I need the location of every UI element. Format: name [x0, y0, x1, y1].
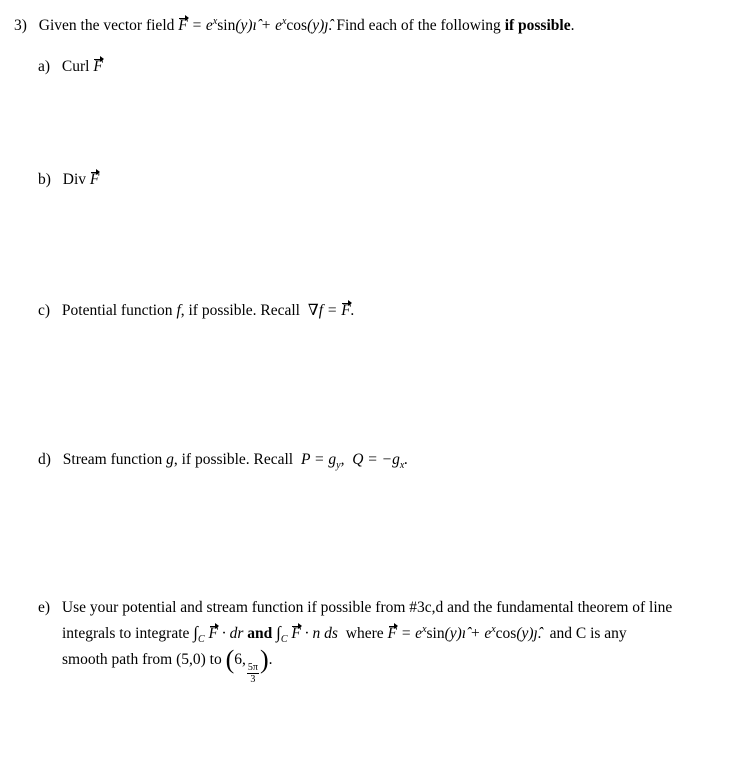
line-integral-1: $\int_C$ F · dr: [193, 623, 244, 646]
part-c-recall: ∇f = F.: [307, 302, 355, 319]
vector-F-symbol: F: [93, 58, 103, 75]
intro-end: .: [570, 17, 575, 34]
part-e-line3-prefix: smooth path from (5,0) to: [62, 651, 222, 668]
part-c-var: f: [176, 302, 181, 319]
vector-F-symbol: F: [178, 17, 188, 34]
line-integral-2: $\int_C$ F · n ds: [276, 623, 338, 646]
part-d: [38, 450, 408, 470]
part-b-text: Div: [62, 171, 87, 188]
part-d-recall: $P = g_y$, $Q = -g_x$.: [300, 451, 409, 472]
part-d-label: d): [38, 451, 51, 468]
part-a-text: Curl: [61, 58, 90, 75]
end-point: (6, $\frac{5\pi}{3}$ ).: [225, 645, 273, 685]
part-a-label: a): [38, 58, 51, 75]
part-e-line1-text: Use your potential and stream function if possible from #3c,d and the fundamental theorem of line: [61, 599, 673, 616]
part-b-label: b): [38, 171, 51, 188]
field-expression: = $e^x\sin(y)ı̂$ + $e^x\cos(y)ȷ̂$.: [191, 15, 333, 34]
part-c-text-middle: , if possible. Recall: [180, 302, 300, 319]
part-e-line3: [62, 645, 273, 685]
part-c-label: c): [38, 302, 51, 319]
intro-middle: Find each of the following: [336, 17, 501, 34]
part-e-line2-end: and C is any: [549, 625, 627, 642]
and-word: and: [247, 625, 273, 642]
where-word: where: [345, 625, 384, 642]
problem-number: 3): [14, 17, 27, 34]
field-expression-repeat: = $e^x\sin(y)ı̂$ + $e^x\cos(y)ȷ̂$.: [400, 623, 542, 642]
problem-statement: [14, 16, 574, 36]
part-c-text-prefix: Potential function: [61, 302, 173, 319]
part-d-var: g: [166, 451, 174, 468]
part-e-label: e): [38, 599, 51, 616]
part-d-text-middle: , if possible. Recall: [173, 451, 294, 468]
part-e-line2-prefix: integrals to integrate: [62, 625, 190, 642]
vector-F-symbol: F: [387, 625, 397, 642]
part-c: [38, 301, 355, 321]
part-e-line1: [38, 598, 672, 618]
part-d-text-prefix: Stream function: [62, 451, 163, 468]
intro-bold: if possible: [504, 17, 571, 34]
vector-F-symbol: F: [89, 171, 100, 188]
intro-prefix: Given the vector field: [38, 17, 175, 34]
part-b: [38, 170, 99, 190]
part-a: [38, 57, 103, 77]
part-e-line2: [62, 623, 627, 644]
